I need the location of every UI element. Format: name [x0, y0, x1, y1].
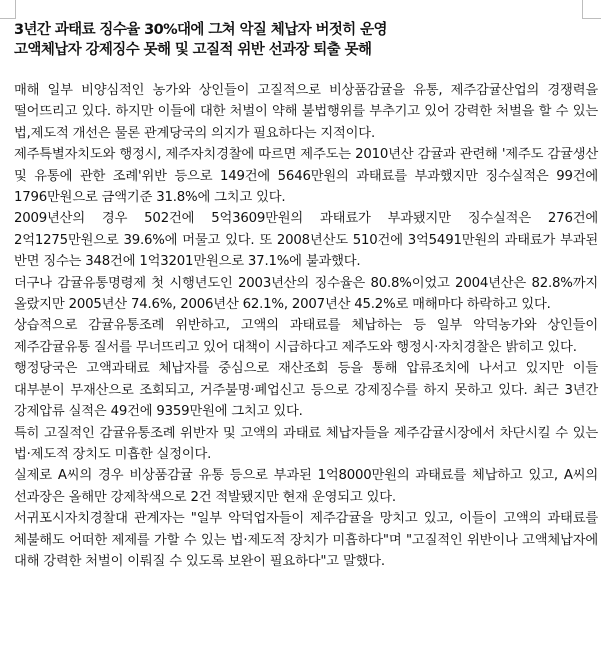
paragraph-8: 실제로 A씨의 경우 비상품감귤 유통 등으로 부과된 1억8000만원의 과태료를 체납하고 있고, A씨의 선과장은 올해만 강제착색으로 2건 적발됐지만 현재 운영되고 있다. — [14, 468, 598, 505]
headline — [14, 20, 598, 60]
paragraph-3: 2009년산의 경우 502건에 5억3609만원의 과태료가 부과됐지만 징수실적은 276건에 2억1275만원으로 39.6%에 머물고 있다. 또 2008년산도 510건에 3억5491만원의 과태료가 부과된 반면 징수는 348건에 1억3201만원으로 37.1%에 불과했다. — [14, 211, 598, 270]
paragraph-2: 제주특별자치도와 행정시, 제주자치경찰에 따르면 제주도는 2010년산 감귤과 관련해 '제주도 감귤생산 및 유통에 관한 조례'위반 등으로 149건에 5646만원의 과태료를 부과했지만 징수실적은 99건에 1796만원으로 금액기준 31.8%에 그치고 있다. — [14, 147, 598, 206]
page-corner-mark-top-left — [0, 0, 16, 19]
article-body — [14, 80, 598, 572]
document-page[interactable] — [14, 20, 598, 572]
paragraph-7: 특히 고질적인 감귤유통조례 위반자 및 고액의 과태료 체납자들을 제주감귤시장에서 차단시킬 수 있는 법·제도적 장치도 미흡한 실정이다. — [14, 425, 598, 462]
paragraph-1: 매해 일부 비양심적인 농가와 상인들이 고질적으로 비상품감귤을 유통, 제주감귤산업의 경쟁력을 떨어뜨리고 있다. 하지만 이들에 대한 처벌이 약해 불법행위를 부추기고 있어 강력한 처벌을 할 수 있는 법,제도적 개선은 물론 관계당국의 의지가 필요하다는 지적이다. — [14, 83, 598, 141]
headline-line-1: 3년간 과태료 징수율 30%대에 그쳐 악질 체납자 버젓히 운영 — [14, 22, 387, 38]
paragraph-5: 상습적으로 감귤유통조례 위반하고, 고액의 과태료를 체납하는 등 일부 악덕농가와 상인들이 제주감귤유통 질서를 무너뜨리고 있어 대책이 시급하다고 제주도와 행정시·자치경찰은 밝히고 있다. — [14, 318, 598, 355]
headline-line-2: 고액체납자 강제징수 못해 및 고질적 위반 선과장 퇴출 못해 — [14, 42, 372, 58]
paragraph-9: 서귀포시자치경찰대 관계자는 "일부 악덕업자들이 제주감귤을 망치고 있고, 이들이 고액의 과태료를 체불해도 어떠한 제제를 가할 수 있는 법·제도적 장치가 미흡하다"며 "고질적인 위반이나 고액체납자에 대해 강력한 처벌이 이뤄질 수 있도록 보완이 필요하다"고 말했다. — [14, 511, 598, 569]
paragraph-6: 행정당국은 고액과태료 체납자를 중심으로 재산조회 등을 통해 압류조치에 나서고 있지만 이들 대부분이 무재산으로 조회되고, 거주불명·폐업신고 등으로 강제징수를 하지 못하고 있다. 최근 3년간 강제압류 실적은 49건에 9359만원에 그치고 있다. — [14, 361, 598, 420]
paragraph-4: 더구나 감귤유통명령제 첫 시행년도인 2003년산의 징수율은 80.8%이었고 2004년산은 82.8%까지 올랐지만 2005년산 74.6%, 2006년산 62.1%, 2007년산 45.2%로 매해마다 하락하고 있다. — [14, 275, 598, 313]
page-corner-mark-top-right — [582, 0, 601, 19]
